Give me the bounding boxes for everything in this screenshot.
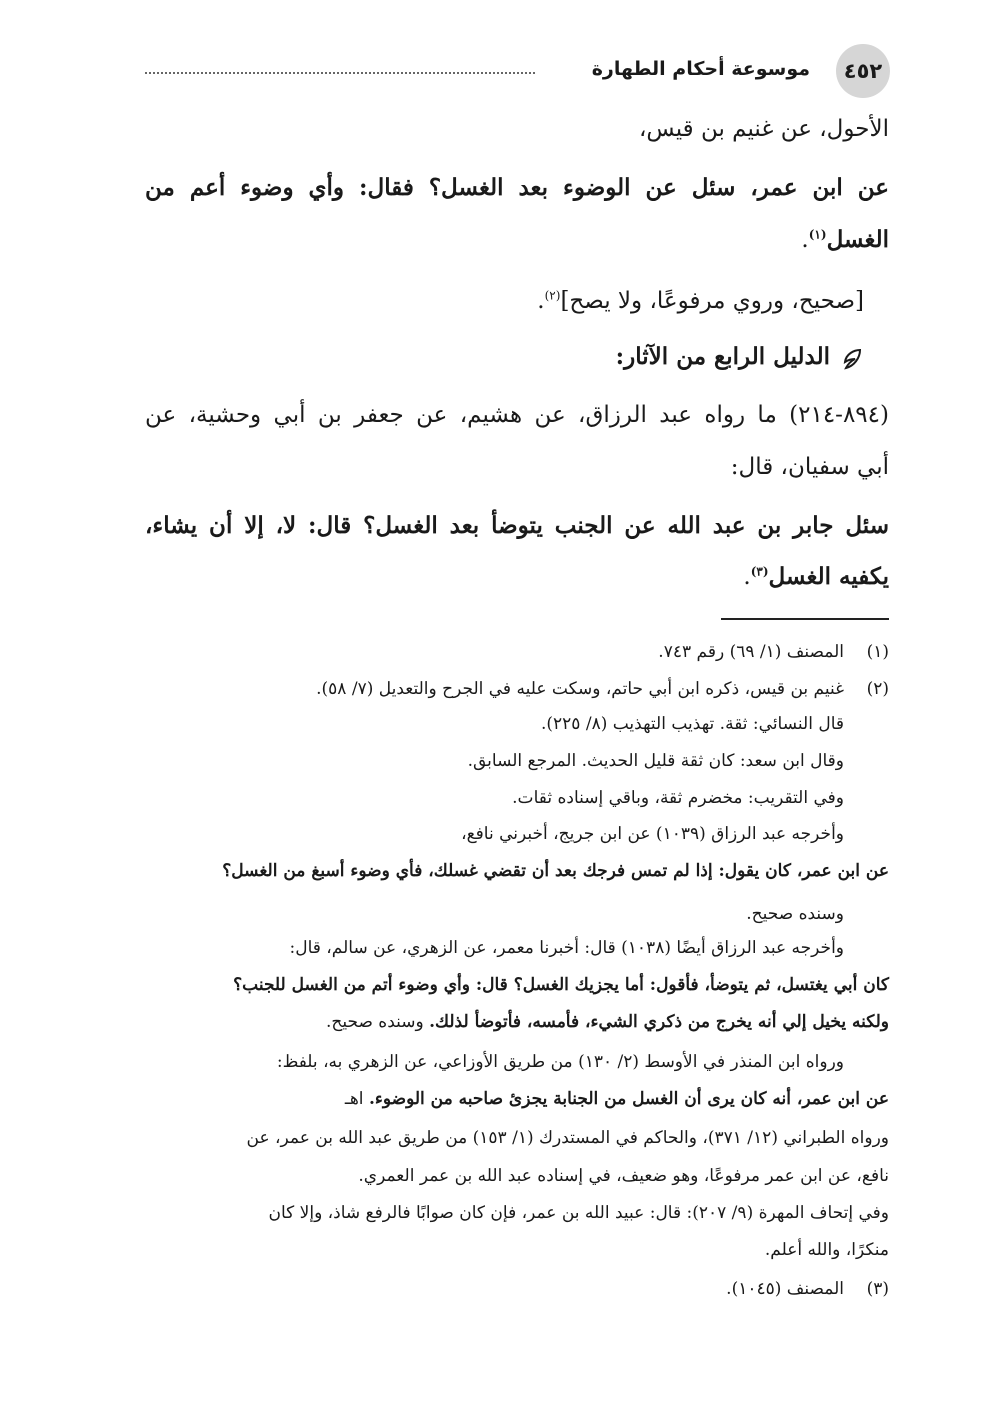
body-line-4 (145, 288, 864, 314)
body-line-8-end: . (743, 564, 751, 590)
footnote-2-line-n: نافع، عن ابن عمر مرفوعًا، وهو ضعيف، في إسناده عبد الله بن عمر العمري. (358, 1166, 889, 1186)
book-title: موسوعة أحكام الطهارة (591, 58, 810, 80)
footnote-2-line-l-rest: اهـ (344, 1089, 369, 1109)
header-dotted-rule (145, 72, 535, 74)
body-line-5: (٨٩٤-٢١٤) ما رواه عبد الرزاق، عن هشيم، عن جعفر بن أبي وحشية، عن (145, 402, 889, 428)
footnote-2-line-m: ورواه الطبراني (١٢/ ٣٧١)، والحاكم في المستدرك (١/ ١٥٣) من طريق عبد الله بن عمر، عن (246, 1128, 889, 1148)
footnote-2-line-j-bold: ولكنه يخيل إلي أنه يخرج من ذكري الشيء، فأمسه، فأتوضأ لذلك. (429, 1012, 889, 1032)
footnote-2-line-j (145, 1012, 889, 1032)
footnote-2-line-f: عن ابن عمر، كان يقول: إذا لم تمس فرجك بعد أن تقضي غسلك، فأي وضوء أسبغ من الغسل؟ (222, 861, 889, 881)
footnote-2-number: (٢) (866, 679, 889, 699)
page-header (145, 42, 890, 102)
footnote-2-line-a: غنيم بن قيس، ذكره ابن أبي حاتم، وسكت عليه في الجرح والتعديل (٧/ ٥٨). (316, 679, 844, 699)
footnote-1-number: (١) (866, 642, 889, 662)
body-line-8-text: يكفيه الغسل (768, 563, 889, 590)
leaf-bullet-icon (840, 346, 864, 370)
footnote-2-line-j-rest: وسنده صحيح. (325, 1012, 430, 1032)
footnote-ref-2[interactable]: (٢) (544, 288, 561, 303)
body-line-3 (145, 226, 889, 253)
body-line-1: الأحول، عن غنيم بن قيس، (638, 116, 889, 142)
footnote-1 (145, 642, 889, 666)
footnote-3 (145, 1279, 889, 1303)
footnote-3-number: (٣) (866, 1279, 889, 1299)
footnote-2-line-b: قال النسائي: ثقة. تهذيب التهذيب (٨/ ٢٢٥). (540, 714, 844, 734)
body-line-3-text: الغسل (826, 226, 889, 253)
footnote-2-line-o: وفي إتحاف المهرة (٩/ ٢٠٧): قال: عبيد الله بن عمر، فإن كان صوابًا فالرفع شاذ، وإلا كان (268, 1203, 889, 1223)
footnote-2-line-i: كان أبي يغتسل، ثم يتوضأ، فأقول: أما يجزيك الغسل؟ قال: وأي وضوء أتم من الغسل للجنب؟ (233, 975, 889, 995)
footnote-3-text: المصنف (١٠٤٥). (726, 1279, 844, 1299)
footnote-ref-1[interactable]: (١) (808, 227, 827, 242)
section-heading-text: الدليل الرابع من الآثار: (615, 343, 830, 370)
page-number: ٤٥٢ (836, 44, 890, 98)
body-line-8 (145, 563, 889, 590)
footnote-2-line-e: وأخرجه عبد الرزاق (١٠٣٩) عن ابن جريج، أخبرني نافع، (461, 824, 844, 844)
section-heading (145, 343, 864, 370)
footnote-2-line-c: وقال ابن سعد: كان ثقة قليل الحديث. المرجع السابق. (467, 751, 844, 771)
footnote-1-text: المصنف (١/ ٦٩) رقم ٧٤٣. (658, 642, 844, 662)
body-line-3-end: . (801, 227, 809, 253)
footnote-2-line-l-bold: عن ابن عمر، أنه كان يرى أن الغسل من الجنابة يجزئ صاحبه من الوضوء. (368, 1089, 889, 1109)
grading-text: [صحيح، وروي مرفوعًا، ولا يصح] (560, 288, 864, 314)
body-line-6: أبي سفيان، قال: (730, 454, 889, 480)
body-line-4-end: . (537, 288, 545, 314)
footnote-2-line-d: وفي التقريب: مخضرم ثقة، وباقي إسناده ثقات. (512, 788, 844, 808)
footnote-2-line-h: وأخرجه عبد الرزاق أيضًا (١٠٣٨) قال: أخبرنا معمر، عن الزهري، عن سالم، قال: (289, 938, 844, 958)
footnote-separator (721, 618, 889, 620)
footnote-2-line-l (145, 1089, 889, 1109)
footnote-2-line-k: ورواه ابن المنذر في الأوسط (٢/ ١٣٠) من طريق الأوزاعي، عن الزهري به، بلفظ: (276, 1052, 844, 1072)
body-line-2: عن ابن عمر، سئل عن الوضوء بعد الغسل؟ فقال: وأي وضوء أعم من (145, 174, 889, 201)
footnote-ref-3[interactable]: (٣) (750, 564, 769, 579)
body-line-7: سئل جابر بن عبد الله عن الجنب يتوضأ بعد الغسل؟ قال: لا، إلا أن يشاء، (145, 512, 889, 539)
footnote-2-first (145, 679, 889, 703)
footnote-2-line-g: وسنده صحيح. (746, 904, 844, 924)
footnote-2-line-p: منكرًا، والله أعلم. (764, 1240, 889, 1260)
